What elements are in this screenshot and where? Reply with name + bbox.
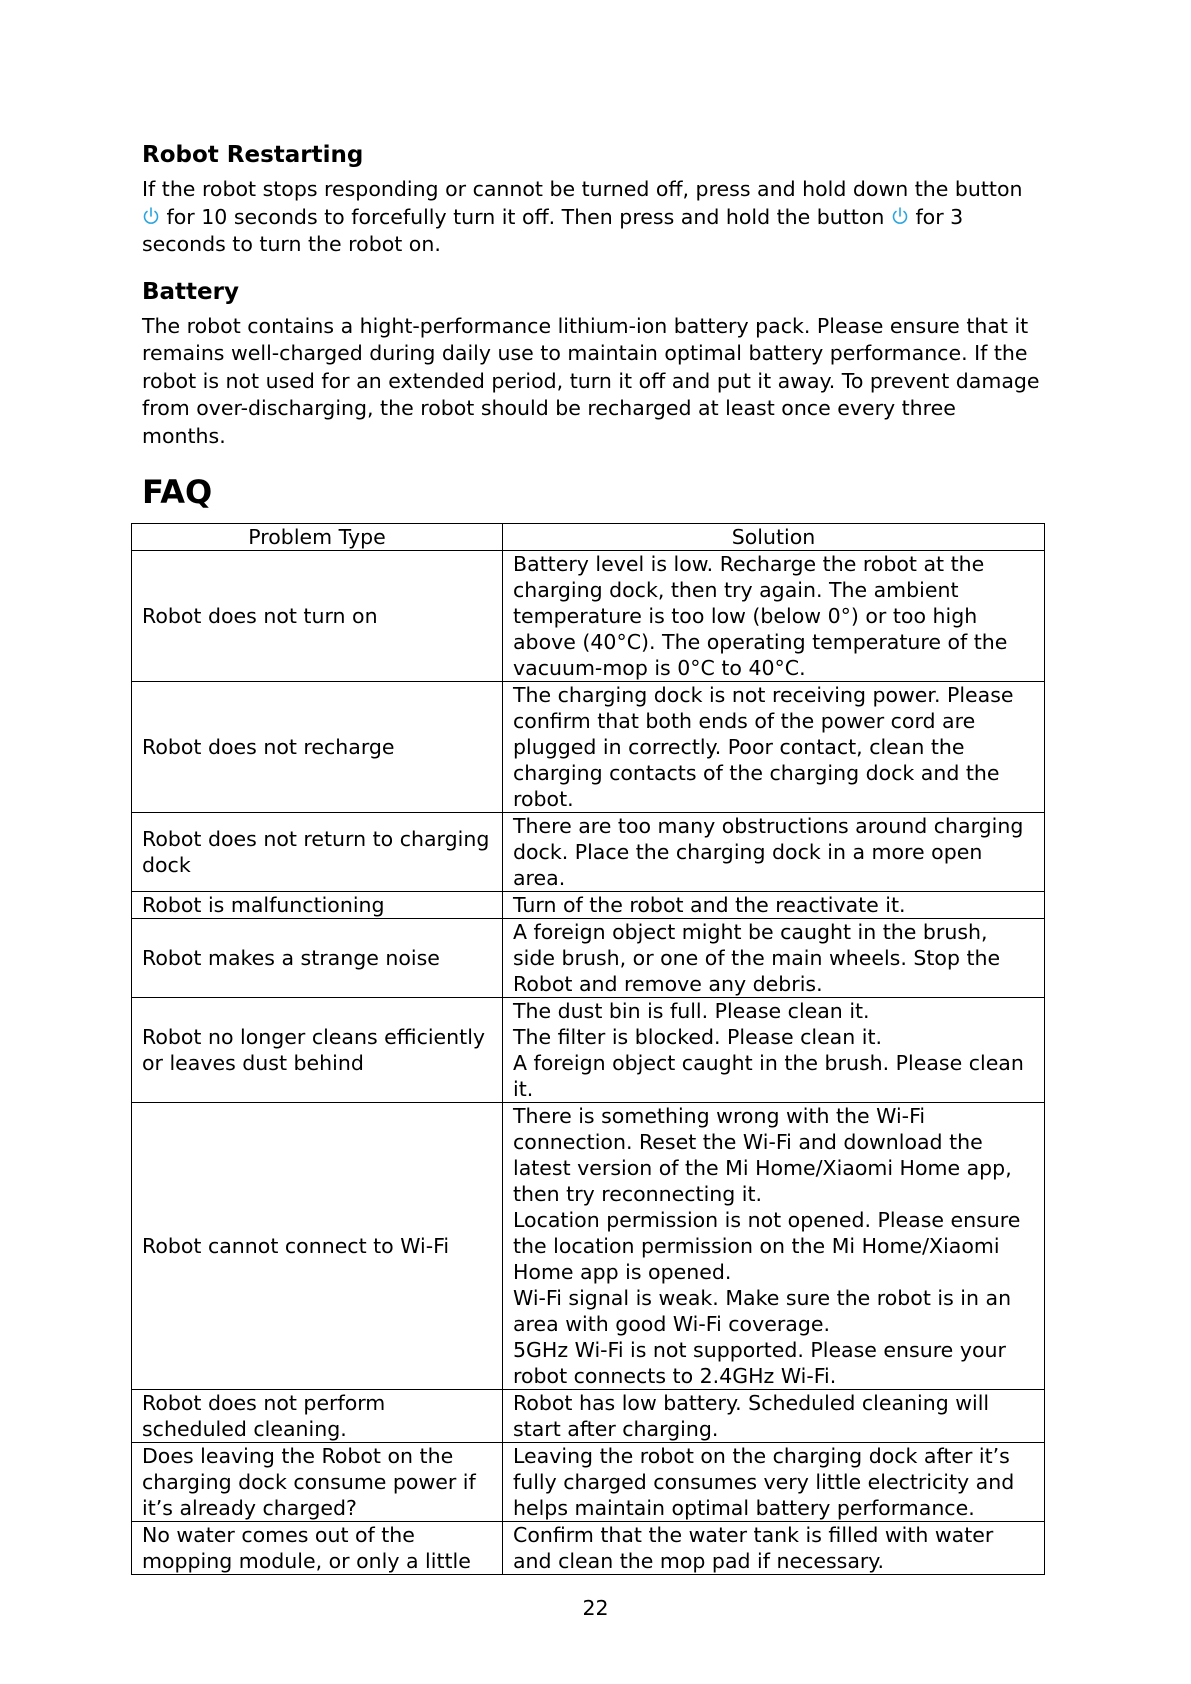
power-icon: [142, 206, 160, 226]
solution-line: The charging dock is not receiving power. Please confirm that both ends of the power cord are plugged in correctly. Poor contact, clean the charging contacts of the charging dock and the robot.: [513, 683, 1014, 811]
problem-cell: Robot does not turn on: [132, 551, 503, 682]
solution-line: Location permission is not opened. Please ensure the location permission on the Mi Home/Xiaomi Home app is opened.: [513, 1208, 1021, 1284]
table-row: [132, 892, 1045, 919]
page-number: 22: [582, 1596, 609, 1620]
content: [142, 140, 1042, 512]
battery-heading: Battery: [142, 278, 239, 305]
restarting-text-part-3: for 3 seconds to turn the robot on.: [142, 204, 964, 256]
solution-cell: [503, 1390, 1045, 1443]
table-row: [132, 1390, 1045, 1443]
table-row: [132, 682, 1045, 813]
table-row: [132, 1443, 1045, 1522]
solution-cell: [503, 892, 1045, 919]
solution-line: Wi-Fi signal is weak. Make sure the robot is in an area with good Wi-Fi coverage.: [513, 1286, 1012, 1336]
solution-line: A foreign object caught in the brush. Please clean it.: [513, 1051, 1024, 1101]
table-row: [132, 1522, 1045, 1575]
problem-cell: Robot is malfunctioning: [132, 892, 503, 919]
solution-line: There is something wrong with the Wi-Fi connection. Reset the Wi-Fi and download the latest version of the Mi Home/Xiaomi Home app, then try reconnecting it.: [513, 1104, 1012, 1206]
solution-header: Solution: [503, 524, 1045, 551]
solution-line: Robot has low battery. Scheduled cleaning will start after charging.: [513, 1391, 990, 1441]
problem-cell: Robot does not return to charging dock: [132, 813, 503, 892]
restarting-text-part-1: If the robot stops responding or cannot be turned off, press and hold down the button: [142, 177, 1023, 201]
problem-cell: Does leaving the Robot on the charging dock consume power if it’s already charged?: [132, 1443, 503, 1522]
solution-cell: [503, 1443, 1045, 1522]
problem-cell: No water comes out of the mopping module, or only a little: [132, 1522, 503, 1575]
table-row: [132, 919, 1045, 998]
table-row: [132, 1103, 1045, 1390]
solution-line: The filter is blocked. Please clean it.: [513, 1025, 882, 1049]
solution-line: Turn of the robot and the reactivate it.: [513, 893, 906, 917]
problem-cell: Robot cannot connect to Wi-Fi: [132, 1103, 503, 1390]
table-row: [132, 551, 1045, 682]
solution-cell: [503, 813, 1045, 892]
solution-line: Battery level is low. Recharge the robot at the charging dock, then try again. The ambient temperature is too low (below 0°) or too high above (40°C). The operating temperature of the vacuum-mop is 0°C to 40°C.: [513, 552, 1008, 680]
table-row: [132, 813, 1045, 892]
solution-cell: [503, 1522, 1045, 1575]
faq-table: [131, 523, 1045, 1575]
solution-line: A foreign object might be caught in the brush, side brush, or one of the main wheels. Stop the Robot and remove any debris.: [513, 920, 1001, 996]
faq-header-row: [132, 524, 1045, 551]
solution-line: Leaving the robot on the charging dock after it’s fully charged consumes very little electricity and helps maintain optimal battery performance.: [513, 1444, 1015, 1520]
faq-heading: FAQ: [142, 473, 213, 511]
problem-cell: Robot no longer cleans efficiently or leaves dust behind: [132, 998, 503, 1103]
solution-line: 5GHz Wi-Fi is not supported. Please ensure your robot connects to 2.4GHz Wi-Fi.: [513, 1338, 1006, 1388]
solution-line: There are too many obstructions around charging dock. Place the charging dock in a more open area.: [513, 814, 1024, 890]
robot-restarting-text: [142, 176, 1042, 259]
robot-restarting-heading: Robot Restarting: [142, 142, 364, 168]
solution-cell: [503, 998, 1045, 1103]
table-row: [132, 998, 1045, 1103]
problem-cell: Robot does not recharge: [132, 682, 503, 813]
power-icon: [891, 206, 909, 226]
faq-table-body: [132, 551, 1045, 1575]
solution-cell: [503, 551, 1045, 682]
solution-cell: [503, 682, 1045, 813]
problem-type-header: Problem Type: [132, 524, 503, 551]
problem-cell: Robot does not perform scheduled cleaning.: [132, 1390, 503, 1443]
solution-cell: [503, 1103, 1045, 1390]
battery-text: The robot contains a hight-performance lithium-ion battery pack. Please ensure that it remains well-charged during daily use to maintain optimal battery performance. If the robot is not used for an extended period, turn it off and put it away. To prevent damage from over-discharging, the robot should be recharged at least once every three months.: [142, 313, 1040, 448]
solution-line: Confirm that the water tank is filled with water and clean the mop pad if necessary.: [513, 1523, 994, 1573]
problem-cell: Robot makes a strange noise: [132, 919, 503, 998]
restarting-text-part-2: for 10 seconds to forcefully turn it off. Then press and hold the button: [166, 204, 885, 229]
solution-line: The dust bin is full. Please clean it.: [513, 999, 870, 1023]
solution-cell: [503, 919, 1045, 998]
